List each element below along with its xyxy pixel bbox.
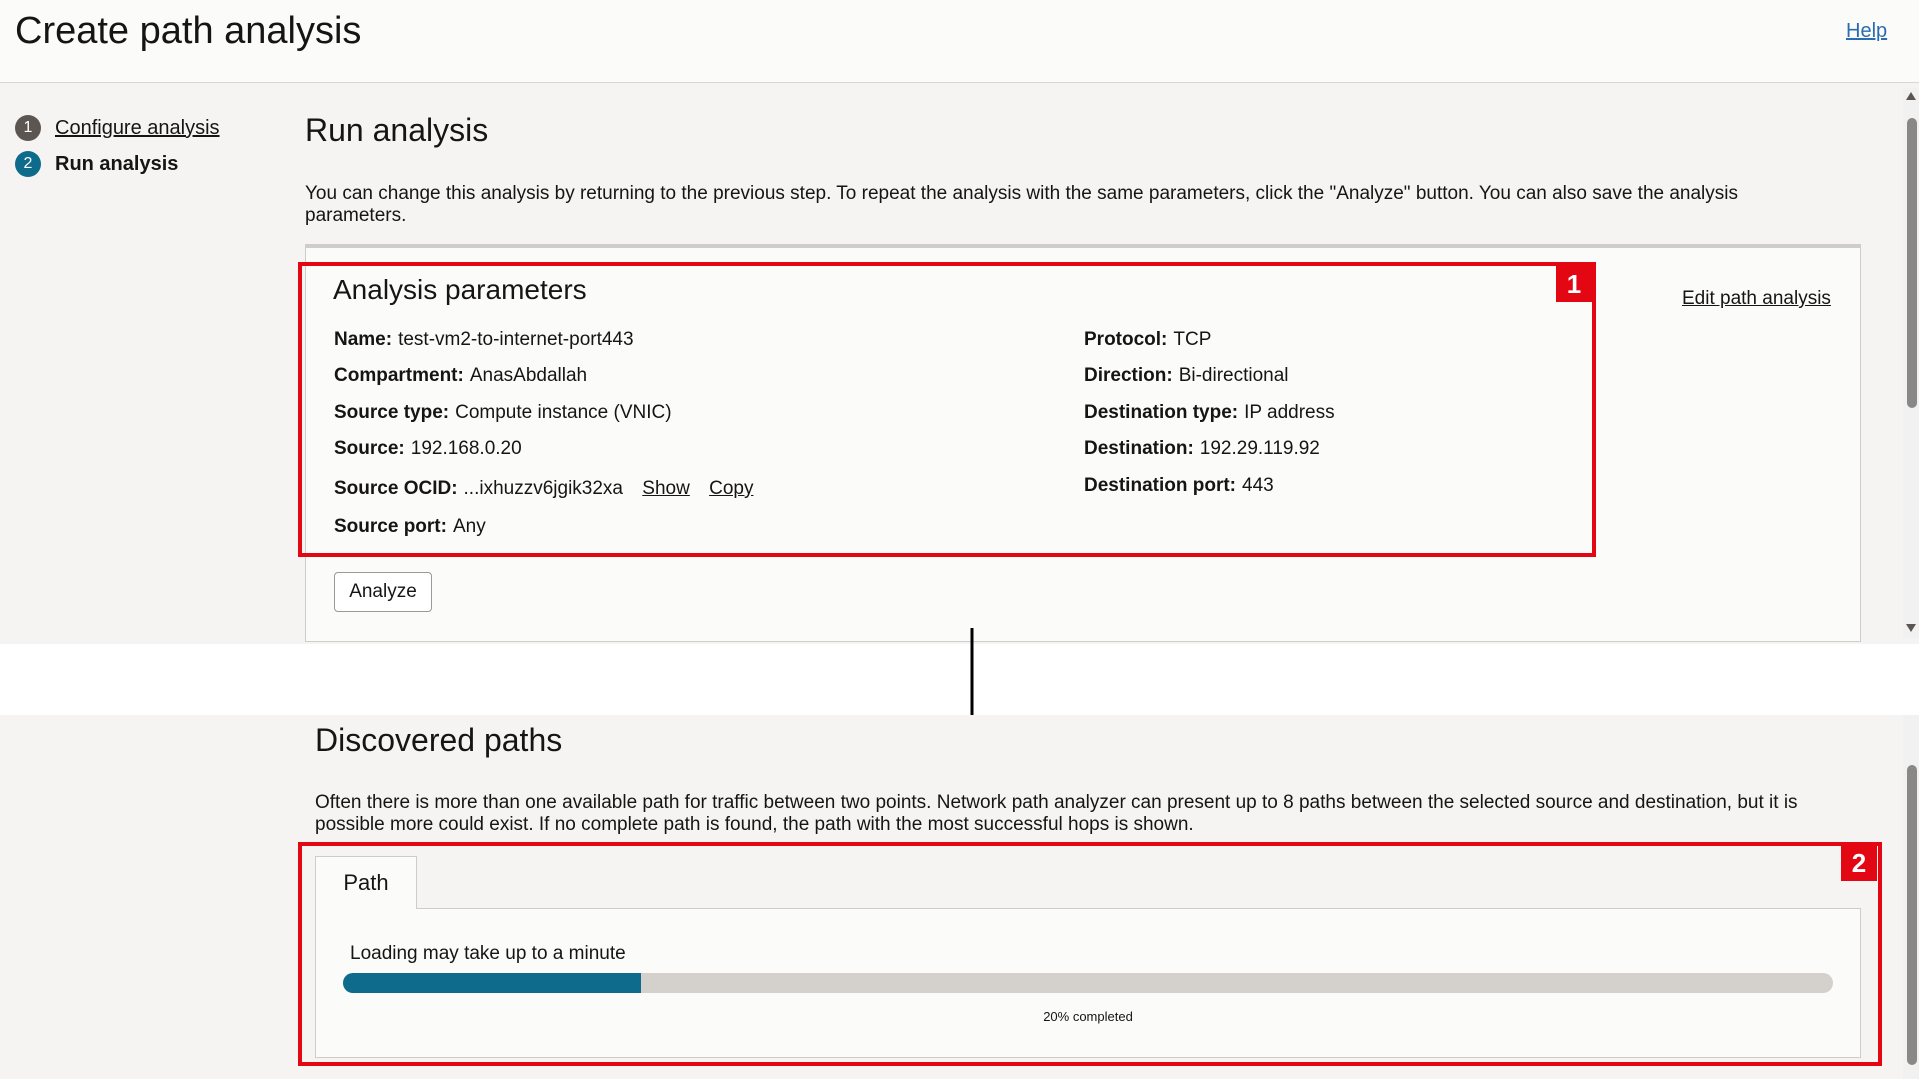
scroll-up-icon[interactable] <box>1906 92 1916 100</box>
page-header <box>0 0 1919 83</box>
param-source-port-value: Any <box>452 516 486 537</box>
callout-box-2 <box>298 842 1882 1066</box>
callout-box-1 <box>298 262 1596 557</box>
param-source-type-key: Source type: <box>334 402 450 423</box>
param-destination-type-value: IP address <box>1244 402 1335 423</box>
scroll-down-icon[interactable] <box>1906 624 1916 632</box>
param-destination-port-value: 443 <box>1242 475 1274 496</box>
callout-badge-1: 1 <box>1556 266 1592 302</box>
progress-label: 20% completed <box>1043 1009 1133 1024</box>
param-source-port-key: Source port: <box>334 516 447 537</box>
analysis-parameters-title: Analysis parameters <box>333 274 587 305</box>
param-protocol-key: Protocol: <box>1084 329 1168 350</box>
callout-badge-2: 2 <box>1841 845 1877 881</box>
param-protocol-value: TCP <box>1173 329 1212 350</box>
param-source-ocid-key: Source OCID: <box>334 478 458 499</box>
param-source-type-value: Compute instance (VNIC) <box>455 402 672 423</box>
show-ocid-link[interactable]: Show <box>642 478 690 499</box>
edit-path-analysis-link[interactable]: Edit path analysis <box>1682 288 1831 309</box>
step-number-1: 1 <box>15 115 41 141</box>
param-name-value: test-vm2-to-internet-port443 <box>398 329 634 350</box>
help-link[interactable]: Help <box>1846 20 1888 42</box>
analyze-button[interactable]: Analyze <box>334 572 432 612</box>
tab-path[interactable]: Path <box>315 856 417 909</box>
param-direction-key: Direction: <box>1084 365 1173 386</box>
param-name-key: Name: <box>334 329 393 350</box>
param-destination-type-key: Destination type: <box>1084 402 1239 423</box>
copy-ocid-link[interactable]: Copy <box>709 478 754 499</box>
discovered-paths-description: Often there is more than one available path for traffic between two points. Network path analyzer can present up to 8 paths between the selected source and destination, but it is possible more could exist. If no complete path is found, the path with the most successful hops is shown. <box>315 792 1798 835</box>
loading-message: Loading may take up to a minute <box>350 943 626 964</box>
param-source-ocid-value: ...ixhuzzv6jgik32xa <box>463 478 623 499</box>
discovered-paths-title: Discovered paths <box>315 722 563 758</box>
run-analysis-description: You can change this analysis by returning to the previous step. To repeat the analysis with the same parameters, click the "Analyze" button. You can also save the analysis parameters. <box>305 183 1738 226</box>
step-configure-analysis[interactable] <box>15 110 220 146</box>
scrollbar-thumb-top[interactable] <box>1907 118 1917 408</box>
param-destination-port-key: Destination port: <box>1084 475 1236 496</box>
page-title: Create path analysis <box>15 10 362 52</box>
step-run-analysis <box>15 146 220 182</box>
wizard-steps <box>15 110 220 182</box>
step-label-run: Run analysis <box>55 152 179 175</box>
param-destination-key: Destination: <box>1084 438 1194 459</box>
param-destination-value: 192.29.119.92 <box>1199 438 1320 459</box>
param-source-value: 192.168.0.20 <box>410 438 522 459</box>
param-direction-value: Bi-directional <box>1178 365 1289 386</box>
scrollbar-thumb-bottom[interactable] <box>1907 765 1917 1065</box>
scrollbar-bottom[interactable] <box>1903 715 1919 1079</box>
param-compartment-key: Compartment: <box>334 365 464 386</box>
step-label-configure[interactable]: Configure analysis <box>55 116 220 139</box>
scrollbar-top[interactable] <box>1903 88 1919 638</box>
run-analysis-title: Run analysis <box>305 112 489 148</box>
param-compartment-value: AnasAbdallah <box>469 365 588 386</box>
step-number-2: 2 <box>15 151 41 177</box>
param-source-key: Source: <box>334 438 405 459</box>
